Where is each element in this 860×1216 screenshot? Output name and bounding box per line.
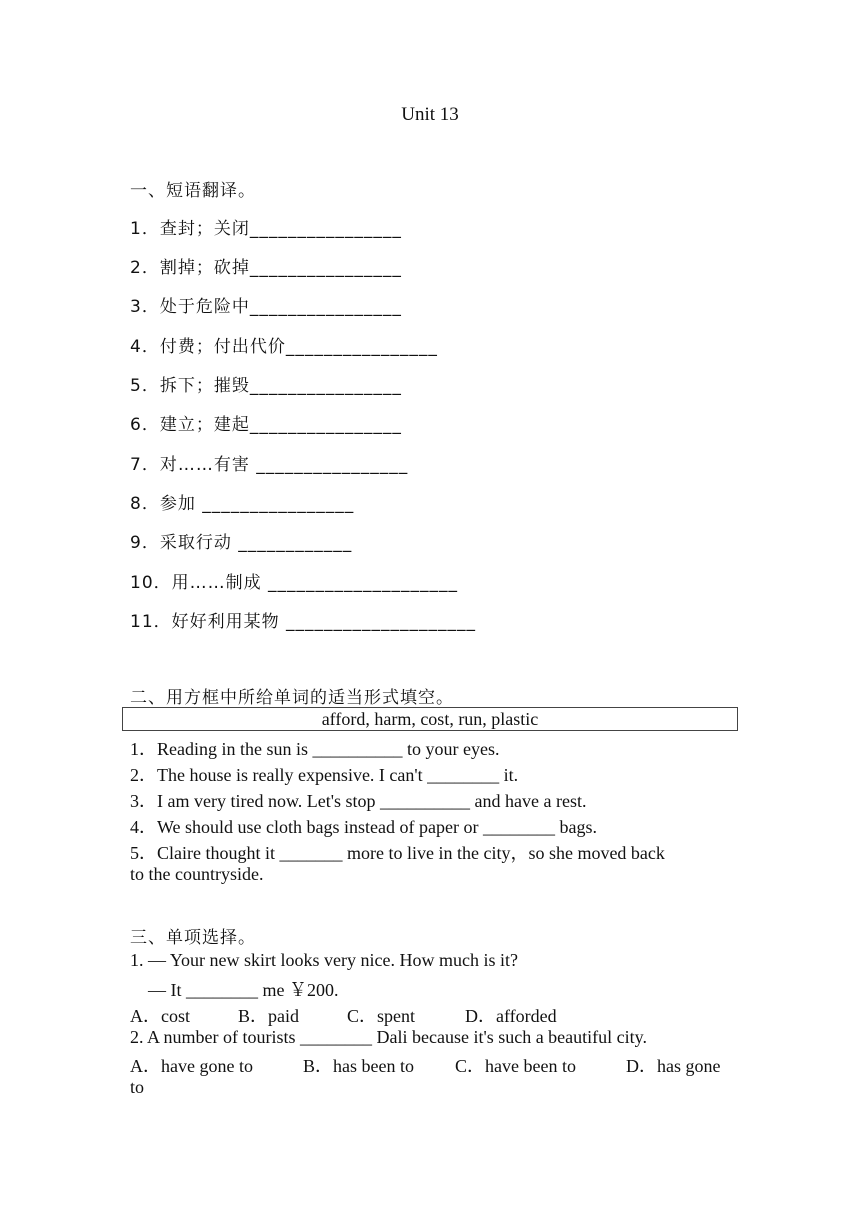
phrase-item-4: 4．付费；付出代价________________ xyxy=(130,337,438,357)
phrase-item-3: 3．处于危险中________________ xyxy=(130,297,402,317)
phrase-item-11: 11．好好利用某物 ____________________ xyxy=(130,612,477,632)
mc-q1-option-c: C．spent xyxy=(347,1006,416,1026)
phrase-item-10: 10．用……制成 ____________________ xyxy=(130,573,459,593)
fill-item-4: 4．We should use cloth bags instead of paper or ________ bags. xyxy=(130,817,597,837)
phrase-item-1: 1．查封；关闭________________ xyxy=(130,219,402,239)
word-box: afford, harm, cost, run, plastic xyxy=(122,707,738,731)
mc-q2-option-a: A．have gone to xyxy=(130,1056,253,1076)
phrase-item-8: 8．参加 ________________ xyxy=(130,494,355,514)
phrase-item-5: 5．拆下；摧毁________________ xyxy=(130,376,402,396)
mc-q1-option-a: A．cost xyxy=(130,1006,190,1026)
section1-heading: 一、短语翻译。 xyxy=(130,181,256,201)
mc-q2-option-d-wrap: to xyxy=(130,1077,145,1097)
mc-q2-option-d: D．has gone xyxy=(626,1056,721,1076)
phrase-item-2: 2．割掉；砍掉________________ xyxy=(130,258,402,278)
mc-question-2-stem: 2. A number of tourists ________ Dali because it's such a beautiful city. xyxy=(130,1027,647,1047)
section3-heading: 三、单项选择。 xyxy=(130,928,256,948)
fill-item-2: 2．The house is really expensive. I can't ________ it. xyxy=(130,765,519,785)
fill-item-1: 1．Reading in the sun is __________ to your eyes. xyxy=(130,739,500,759)
phrase-item-7: 7．对……有害 ________________ xyxy=(130,455,409,475)
mc-q2-option-c: C．have been to xyxy=(455,1056,576,1076)
mc-q1-option-b: B．paid xyxy=(238,1006,299,1026)
mc-question-1-stem: 1. — Your new skirt looks very nice. How much is it? xyxy=(130,950,518,970)
page-title: Unit 13 xyxy=(401,104,459,125)
fill-item-3: 3．I am very tired now. Let's stop __________ and have a rest. xyxy=(130,791,587,811)
phrase-item-6: 6．建立；建起________________ xyxy=(130,415,402,435)
mc-q1-option-d: D．afforded xyxy=(465,1006,557,1026)
phrase-item-9: 9．采取行动 ____________ xyxy=(130,533,353,553)
section2-heading: 二、用方框中所给单词的适当形式填空。 xyxy=(130,688,454,708)
fill-item-5-continued: to the countryside. xyxy=(130,864,264,884)
mc-question-1-reply: — It ________ me ￥200. xyxy=(148,980,339,1000)
fill-item-5: 5．Claire thought it _______ more to live in the city，so she moved back xyxy=(130,843,665,863)
mc-q2-option-b: B．has been to xyxy=(303,1056,414,1076)
